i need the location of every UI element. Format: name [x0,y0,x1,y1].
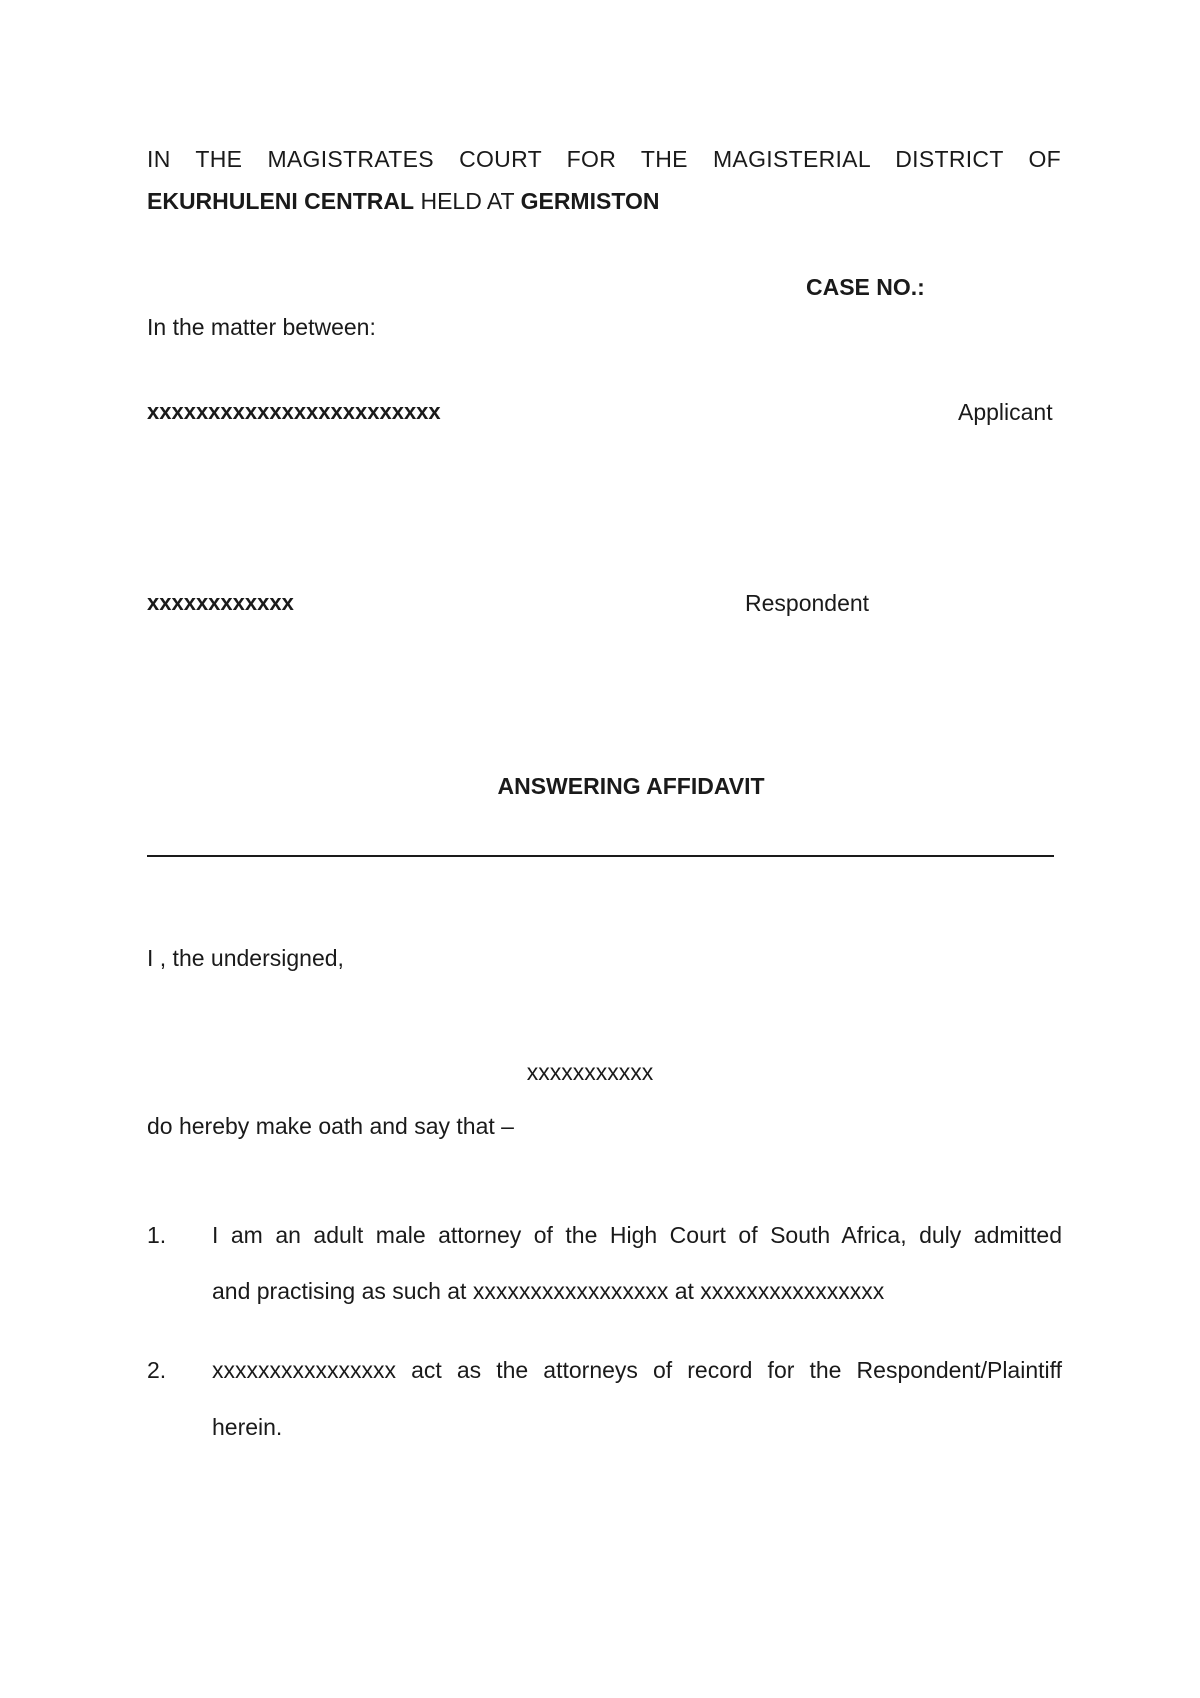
court-district: EKURHULENI CENTRAL [147,188,415,214]
deponent-name: xxxxxxxxxxx [526,1059,654,1085]
court-place: GERMISTON [520,188,660,214]
paragraph-2-number: 2. [147,1357,167,1383]
title-divider [147,855,1054,857]
paragraph-1-line-2: and practising as such at xxxxxxxxxxxxxxxxx at xxxxxxxxxxxxxxxx [212,1278,885,1304]
respondent-role: Respondent [745,590,870,616]
applicant-role: Applicant [958,399,1053,425]
case-number-label: CASE NO.: [806,274,925,300]
paragraph-1-line-1: I am an adult male attorney of the High Court of South Africa, duly admitted [212,1222,1062,1248]
matter-between: In the matter between: [147,314,376,340]
document-title: ANSWERING AFFIDAVIT [497,773,765,799]
paragraph-2-line-2: herein. [212,1414,283,1440]
court-heading-line2 [147,188,659,215]
respondent-name: xxxxxxxxxxxx [147,590,294,615]
applicant-name: xxxxxxxxxxxxxxxxxxxxxxxx [147,399,441,424]
court-heading-line1: IN THE MAGISTRATES COURT FOR THE MAGISTERIAL DISTRICT OF [147,146,1061,172]
paragraph-1-number: 1. [147,1222,167,1248]
held-at-label: HELD AT [414,188,521,214]
undersigned-text: I , the undersigned, [147,945,344,971]
oath-text: do hereby make oath and say that – [147,1113,514,1139]
paragraph-2-line-1: xxxxxxxxxxxxxxxx act as the attorneys of record for the Respondent/Plaintiff [212,1357,1062,1383]
